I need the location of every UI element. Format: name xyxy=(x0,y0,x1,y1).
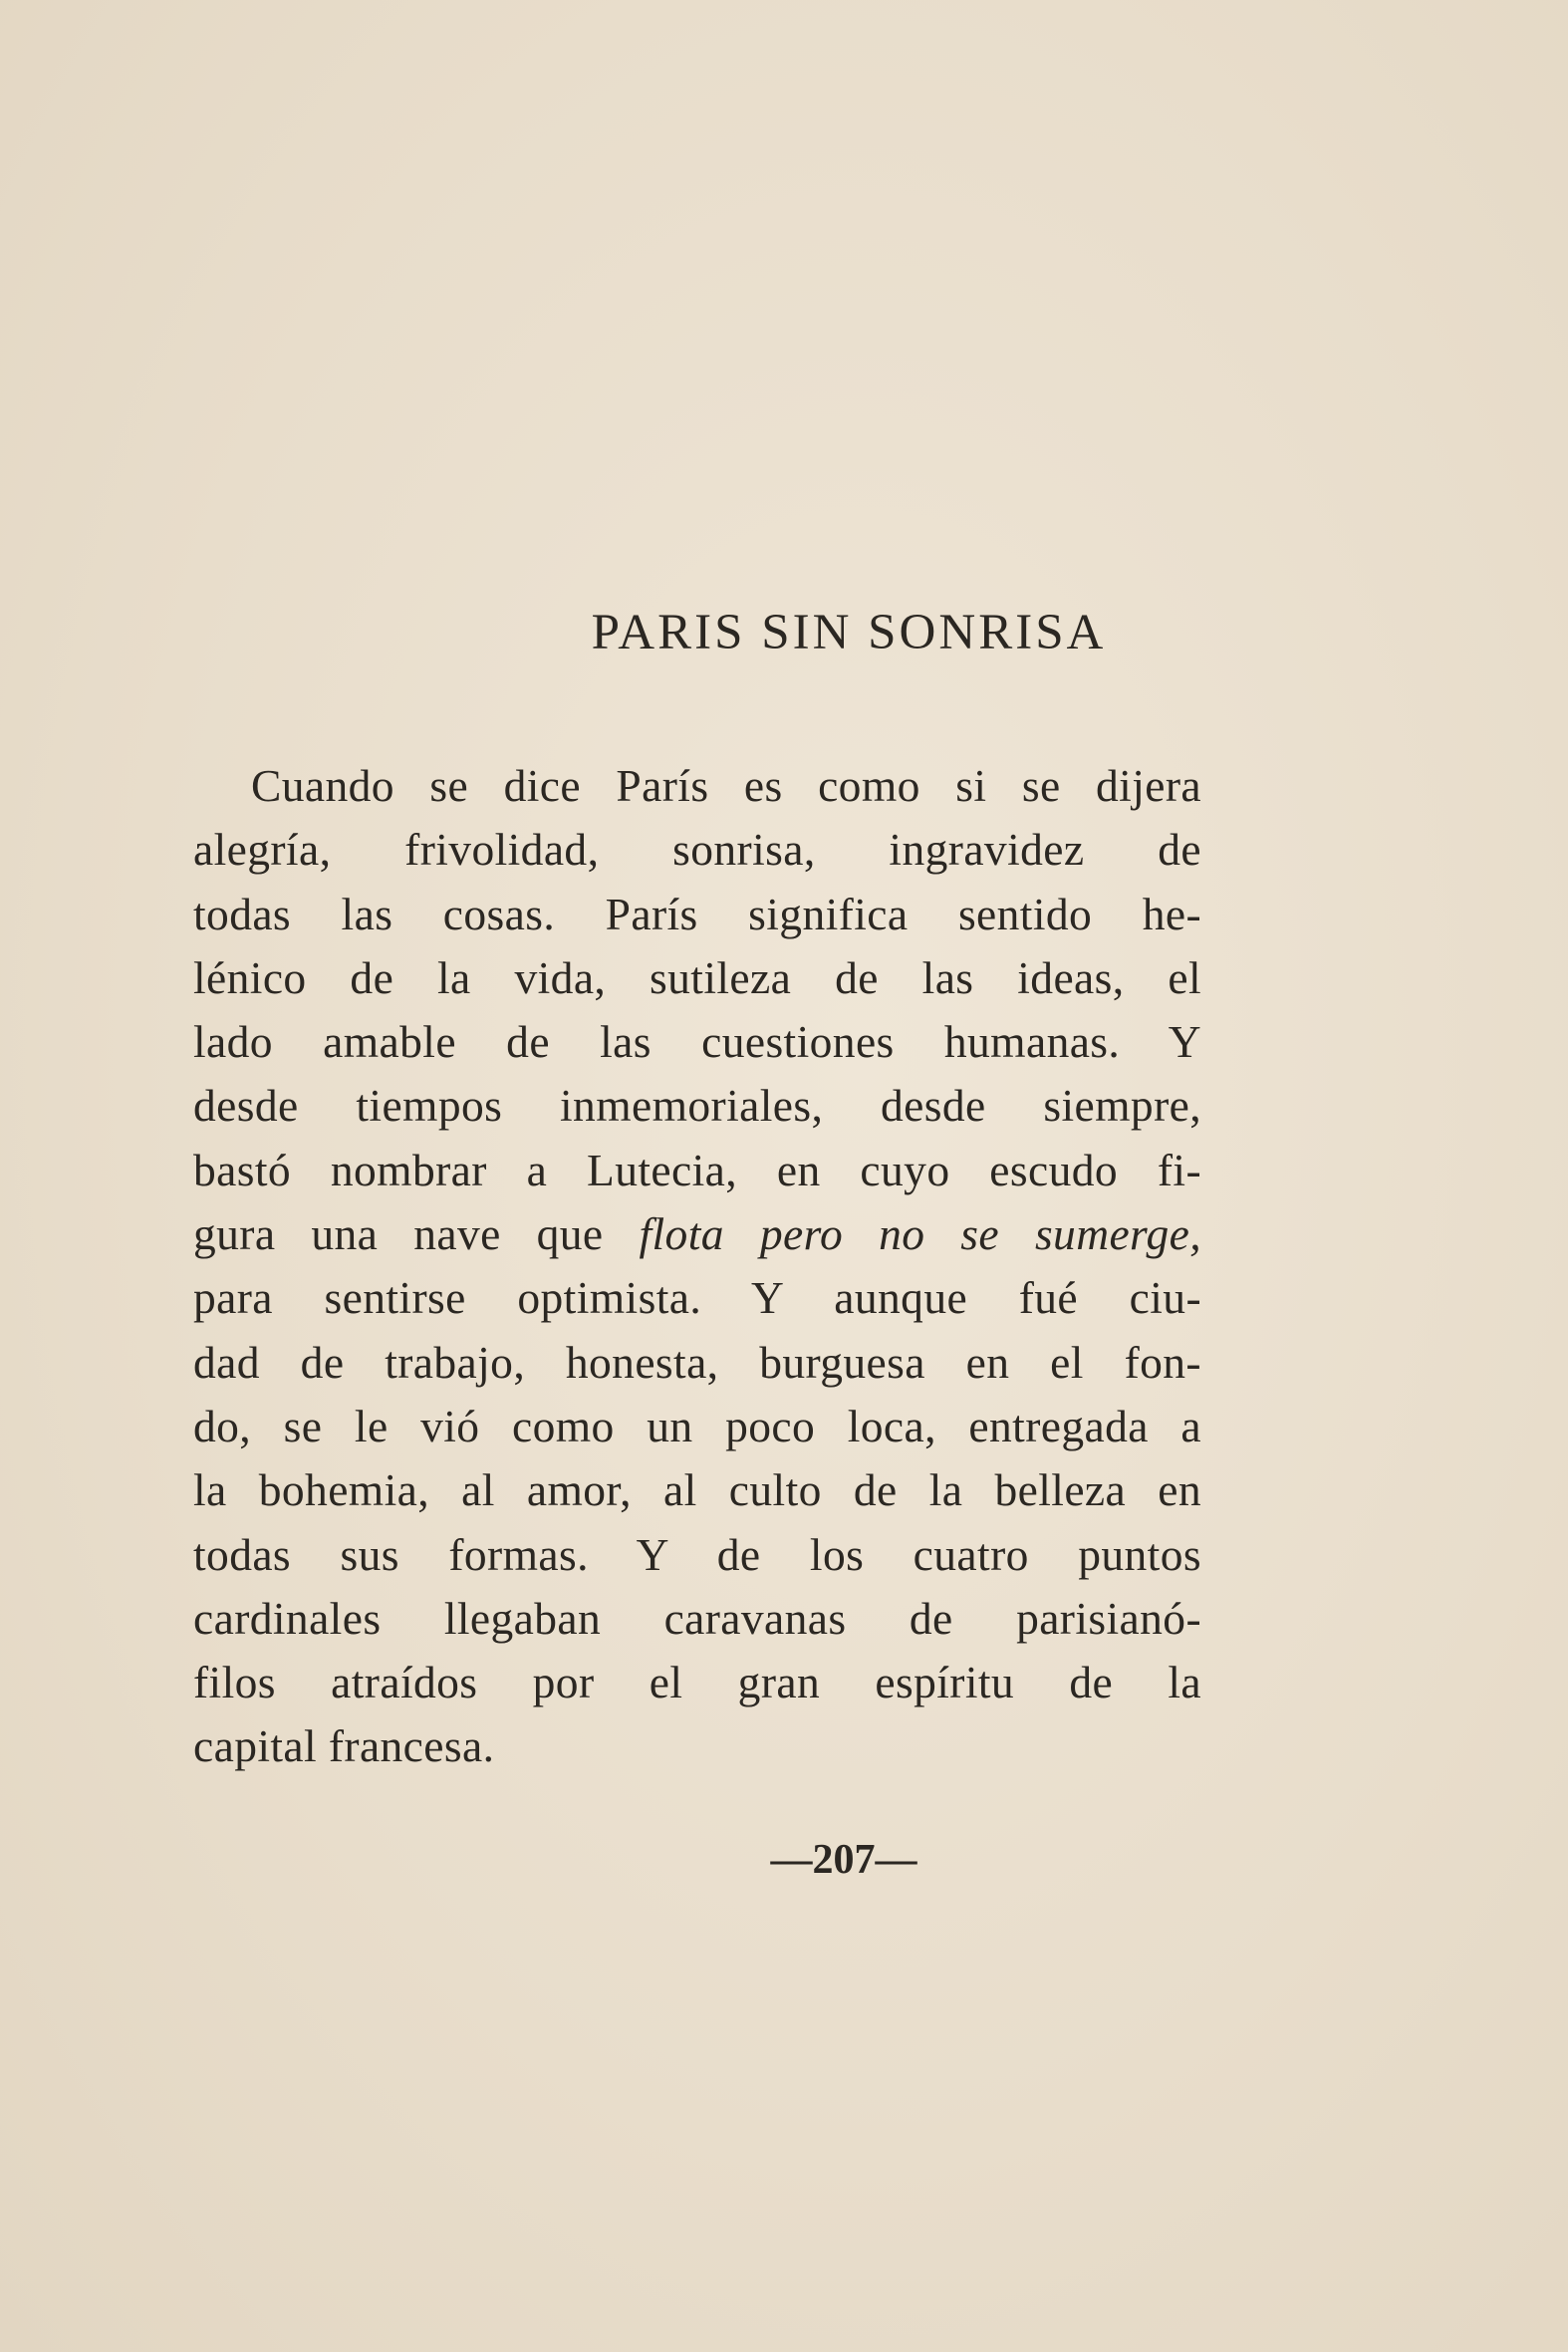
text-line-italic: flota pero no se sumerge, xyxy=(639,1208,1201,1260)
text-line: dad de trabajo, honesta, burguesa en el fon- xyxy=(193,1336,1201,1388)
text-line-mixed xyxy=(193,1202,1201,1266)
text-line: todas las cosas. París significa sentido he- xyxy=(193,888,1201,939)
text-line: lado amable de las cuestiones humanas. Y xyxy=(193,1016,1201,1068)
page-number: —207— xyxy=(770,1837,917,1883)
text-line: bastó nombrar a Lutecia, en cuyo escudo fi- xyxy=(193,1144,1201,1195)
text-line: alegría, frivolidad, sonrisa, ingravidez de xyxy=(193,824,1201,876)
text-line: para sentirse optimista. Y aunque fué ciu- xyxy=(193,1272,1201,1324)
text-line: todas sus formas. Y de los cuatro puntos xyxy=(193,1528,1201,1580)
text-line-roman: gura una nave que xyxy=(193,1208,604,1260)
text-line-last: capital francesa. xyxy=(193,1720,495,1772)
text-line: filos atraídos por el gran espíritu de la xyxy=(193,1657,1201,1708)
text-line: do, se le vió como un poco loca, entregada a xyxy=(193,1400,1201,1451)
chapter-title: PARIS SIN SONRISA xyxy=(591,605,1107,660)
text-line: cardinales llegaban caravanas de parisianó- xyxy=(193,1592,1201,1644)
text-line: Cuando se dice París es como si se dijera xyxy=(251,760,1201,811)
body-paragraph xyxy=(193,754,1201,1779)
text-line: la bohemia, al amor, al culto de la belleza en xyxy=(193,1464,1201,1516)
text-line: lénico de la vida, sutileza de las ideas, el xyxy=(193,951,1201,1003)
text-line: desde tiempos inmemoriales, desde siempre, xyxy=(193,1080,1201,1132)
